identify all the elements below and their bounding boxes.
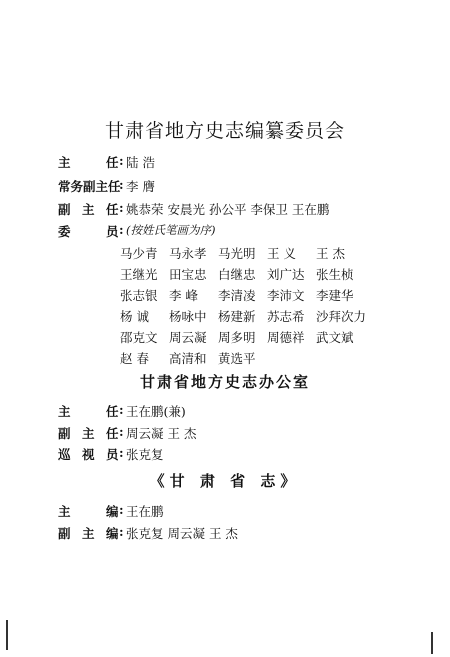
- member-name: 李沛文: [267, 288, 305, 303]
- member-name: 黄选平: [218, 351, 256, 366]
- vice-chairs-value: 姚恭荣 安晨光 孙公平 李保卫 王在鹏: [126, 202, 330, 217]
- scan-artifact-left: [6, 620, 8, 650]
- member-name: 武文斌: [316, 330, 354, 345]
- member-name: 王 杰: [316, 246, 345, 261]
- chief-editor-value: 王在鹏: [126, 504, 164, 519]
- deputy-director-value: 周云凝 王 杰: [126, 426, 197, 441]
- member-name: 赵 春: [120, 351, 149, 366]
- editorial-title: 《甘 肃 省 志》: [149, 472, 301, 490]
- member-name: 周多明: [218, 330, 256, 345]
- member-name: 马少青: [120, 246, 158, 261]
- member-name: 李建华: [316, 288, 354, 303]
- member-name: 白继忠: [218, 267, 256, 282]
- member-name: 田宝忠: [169, 267, 207, 282]
- member-name: 张生桢: [316, 267, 354, 282]
- member-name: 邵克文: [120, 330, 158, 345]
- member-name: 周德祥: [267, 330, 305, 345]
- executive-vice-chair-label: 常务副主任: [58, 179, 121, 194]
- document-page: 甘肃省地方史志编纂委员会 主 任 : 陆 浩 常务副主任 : 李 膺 副 主 任 : 姚恭荣 安晨光 孙公平 李保卫 王在鹏 委 员 : (按姓氏笔画为序) 马少青 马永孝 马光明 王 义 王 杰 王继光 田宝忠 白继忠 刘广达 张生桢 张志银 李 峰 李清凌 李沛文 李建华 杨 诚 杨咏中 杨建新 苏志希 沙拜次力 邵克文 周云凝 周多明 周德祥 武文斌 赵 春 高清和 黄选平 甘肃省地方史志办公室 主 任 : 王在鹏(兼) 副 主 任 : 周云凝 王 杰 巡 视 员 : 张克复 《甘 肃 省 志》 主 编 : 王在鹏 副 主 编 : 张克复 周云凝 王 杰: [0, 0, 450, 657]
- member-name: 马光明: [218, 246, 256, 261]
- committee-title: 甘肃省地方史志编纂委员会: [104, 120, 345, 142]
- member-name: 王继光: [120, 267, 158, 282]
- deputy-editors-value: 张克复 周云凝 王 杰: [126, 526, 238, 541]
- scan-artifact-right: [431, 632, 433, 654]
- member-name: 王 义: [267, 246, 296, 261]
- member-name: 苏志希: [267, 309, 305, 324]
- chair-value: 陆 浩: [126, 155, 155, 170]
- member-name: 杨咏中: [169, 309, 207, 324]
- member-name: 刘广达: [267, 267, 305, 282]
- member-name: 李清凌: [218, 288, 256, 303]
- director-value: 王在鹏(兼): [126, 404, 186, 419]
- member-name: 杨建新: [218, 309, 256, 324]
- member-name: 杨 诚: [120, 309, 149, 324]
- member-name: 马永孝: [169, 246, 207, 261]
- members-note: (按姓氏笔画为序): [126, 223, 216, 237]
- member-name: 张志银: [120, 288, 158, 303]
- member-name: 周云凝: [169, 330, 207, 345]
- member-name: 高清和: [169, 351, 207, 366]
- member-name: 李 峰: [169, 288, 198, 303]
- member-name: 沙拜次力: [316, 309, 367, 324]
- inspector-value: 张克复: [126, 447, 164, 462]
- office-title: 甘肃省地方史志办公室: [139, 373, 310, 391]
- executive-vice-chair-value: 李 膺: [126, 179, 155, 194]
